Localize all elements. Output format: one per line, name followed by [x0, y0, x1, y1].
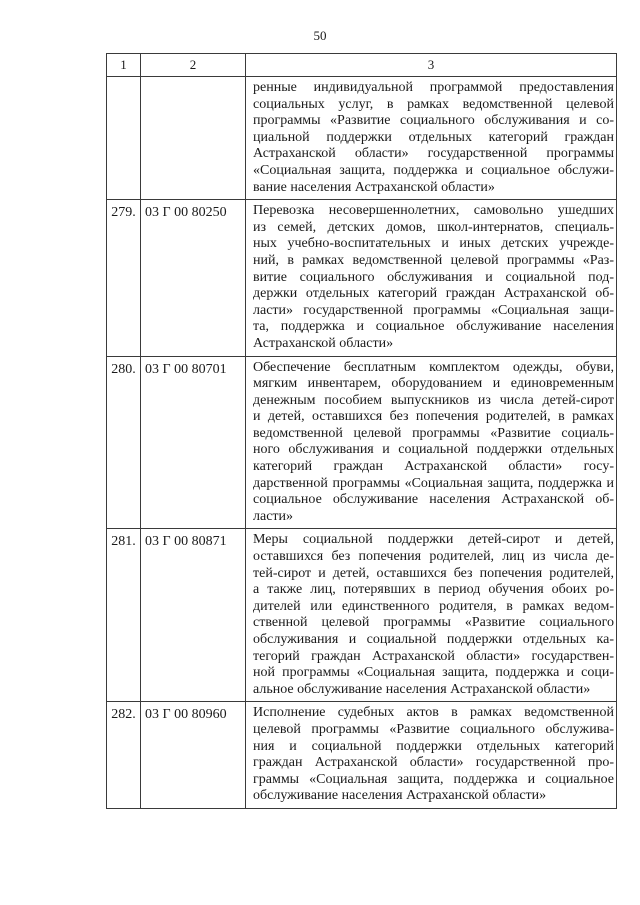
classification-code-cell: 03 Г 00 80701	[141, 356, 246, 529]
description-line: дарственной программы «Социальная защита, поддержка и	[253, 475, 614, 491]
description-cell	[246, 702, 617, 809]
description-line: программы «Развитие социального обслуживания и со-	[253, 113, 614, 129]
classification-code-cell: 03 Г 00 80960	[141, 702, 246, 809]
description-line: дителей или единственного родителя, в рамках ведом-	[253, 598, 614, 614]
description-line: мягким инвентарем, оборудованием и единовременным	[253, 376, 614, 392]
description-line: ния и социальной поддержки отдельных категорий	[253, 738, 614, 754]
description-line: держки отдельных категорий граждан Астраханской об-	[253, 286, 614, 302]
description-line: та, поддержка и социальное обслуживание населения	[253, 319, 614, 335]
table-header-row	[107, 54, 617, 77]
description-cell	[246, 529, 617, 702]
description-line: а также лиц, потерявших в период обучения обоих ро-	[253, 582, 614, 598]
description-line: оставшихся без попечения родителей, лиц из числа де-	[253, 549, 614, 565]
page-number: 50	[313, 28, 327, 43]
row-number-cell: 281.	[107, 529, 141, 702]
row-number-cell: 280.	[107, 356, 141, 529]
description-line: и детей, оставшихся без попечения родителей, в рамках	[253, 409, 614, 425]
description-line: из семей, детских домов, школ-интернатов, специаль-	[253, 219, 614, 235]
table-row	[107, 356, 617, 529]
description-line: ных учебно-воспитательных и иных детских учрежде-	[253, 236, 614, 252]
description-line: ного обслуживания и социальной поддержки отдельных	[253, 442, 614, 458]
budget-classification-table	[106, 53, 617, 809]
description-line: тегорий граждан Астраханской области» государствен-	[253, 648, 614, 664]
table-row	[107, 529, 617, 702]
column-header-2: 2	[141, 54, 246, 77]
description-line: ведомственной целевой программы «Развитие социаль-	[253, 425, 614, 441]
description-line: денежным пособием выпускников из числа детей-сирот	[253, 392, 614, 408]
description-line: Меры социальной поддержки детей-сирот и детей,	[253, 532, 614, 548]
description-line: Астраханской области»	[253, 335, 394, 351]
description-cell	[246, 356, 617, 529]
table-row	[107, 200, 617, 356]
table-body	[107, 77, 617, 809]
column-header-1: 1	[107, 54, 141, 77]
description-line: Перевозка несовершеннолетних, самовольно ушедших	[253, 203, 614, 219]
row-number-cell: 279.	[107, 200, 141, 356]
description-line: ной программы «Социальная защита, поддержка и соци-	[253, 665, 614, 681]
description-line: обслуживания и социальной поддержки отдельных ка-	[253, 632, 614, 647]
row-number-cell: 282.	[107, 702, 141, 809]
description-line: Астраханской области» государственной программы	[253, 146, 614, 162]
description-line: граммы «Социальная защита, поддержка и социальное	[253, 771, 614, 787]
description-line: альное обслуживание населения Астраханской области»	[253, 681, 591, 697]
description-line: ласти» государственной программы «Социальная защи-	[253, 302, 614, 318]
description-line: целевой программы «Развитие социального обслужива-	[253, 721, 614, 737]
description-cell	[246, 200, 617, 356]
description-line: ренные индивидуальной программой предоставления	[253, 80, 614, 95]
description-line: Обеспечение бесплатным комплектом одежды, обуви,	[253, 359, 614, 375]
row-number-cell	[107, 77, 141, 200]
description-line: витие социального обслуживания и социальной под-	[253, 269, 614, 285]
classification-code-cell: 03 Г 00 80871	[141, 529, 246, 702]
description-line: «Социальная защита, поддержка и социальное обслужи-	[253, 162, 614, 178]
description-line: ласти»	[253, 508, 294, 524]
table-row	[107, 77, 617, 200]
column-header-3: 3	[246, 54, 617, 77]
description-line: Исполнение судебных актов в рамках ведомственной	[253, 705, 614, 721]
description-line: социальных услуг, в рамках ведомственной целевой	[253, 96, 614, 112]
description-line: социальное обслуживание населения Астраханской об-	[253, 492, 614, 508]
description-cell	[246, 77, 617, 200]
description-line: обслуживание населения Астраханской области»	[253, 788, 547, 804]
table-row	[107, 702, 617, 809]
description-line: вание населения Астраханской области»	[253, 179, 495, 195]
description-line: граждан Астраханской области» государственной про-	[253, 755, 614, 771]
description-line: ственной целевой программы «Развитие социального	[253, 615, 614, 631]
description-line: циальной поддержки отдельных категорий граждан	[253, 129, 614, 145]
description-line: тей-сирот и детей, оставшихся без попечения родителей,	[253, 565, 614, 581]
classification-code-cell	[141, 77, 246, 200]
classification-code-cell: 03 Г 00 80250	[141, 200, 246, 356]
description-line: категорий граждан Астраханской области» госу-	[253, 459, 614, 475]
description-line: ний, в рамках ведомственной целевой программы «Раз-	[253, 252, 614, 268]
